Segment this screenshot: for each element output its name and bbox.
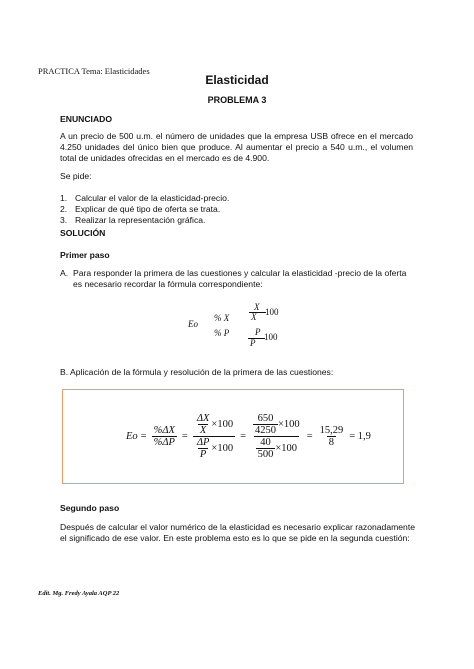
list-item [60, 215, 400, 226]
list-item [60, 204, 400, 215]
formula-pct-p: % P [214, 328, 230, 338]
part-a-text: Para responder la primera de las cuestiones y calcular la elasticidad -precio de la oferta es necesario recordar la fórmula correspondiente: [73, 268, 407, 289]
result-fraction [318, 425, 346, 448]
p-base: P [199, 448, 207, 460]
part-a-label: A. [60, 268, 69, 278]
times-hundred: ×100 [211, 418, 234, 430]
formula-lhs: Eo [188, 319, 198, 329]
pct-dp: %ΔP [153, 436, 175, 448]
list-item [60, 193, 400, 204]
problem-subtitle: PROBLEMA 3 [207, 95, 267, 105]
value-15-29: 15,29 [319, 424, 344, 436]
equals-sign: = [306, 430, 313, 442]
formula-x-num: X [254, 302, 260, 312]
pct-fraction [152, 425, 177, 448]
equals-sign: = [181, 430, 188, 442]
value-8: 8 [328, 436, 335, 448]
list-item-text: Explicar de qué tipo de oferta se trata. [75, 204, 221, 214]
part-a-paragraph [60, 268, 415, 290]
formula-x-den: X [251, 312, 257, 322]
elasticity-formula [180, 298, 300, 358]
delta-fraction [193, 413, 235, 460]
value-4250: 4250 [255, 424, 277, 436]
times-hundred: ×100 [211, 442, 234, 454]
formula-p-num: P [255, 327, 261, 337]
task-list [60, 193, 400, 226]
segundo-paso-heading: Segundo paso [60, 503, 120, 513]
list-item-number: 3. [60, 215, 68, 225]
footer-credit: Edit. Mg. Fredy Ayala AQP 22 [38, 590, 120, 597]
numeric-fraction [251, 413, 302, 460]
list-item-text: Calcular el valor de la elasticidad-precio. [75, 193, 230, 203]
list-item-number: 1. [60, 193, 68, 203]
times-hundred: ×100 [275, 442, 298, 454]
segundo-paso-text: Después de calcular el valor numérico de la elasticidad es necesario explicar razonadamente el significado de ese valor. En este problema esto es lo que se pide en la segunda cuestión: [60, 522, 415, 543]
list-item-text: Realizar la representación gráfica. [75, 215, 206, 225]
se-pide-label: Se pide: [60, 171, 92, 181]
delta-p: ΔP [196, 436, 210, 448]
formula-p-den: P [250, 338, 256, 348]
part-b-text: B. Aplicación de la fórmula y resolución de la primera de las cuestiones: [60, 367, 334, 377]
formula-hundred: 100 [265, 307, 279, 317]
page-title: Elasticidad [205, 73, 269, 87]
value-500: 500 [257, 448, 274, 460]
equals-sign: = [240, 430, 247, 442]
equals-sign: = [140, 430, 147, 442]
list-item-number: 2. [60, 204, 68, 214]
x-base: X [199, 424, 207, 436]
result-value: = 1,9 [349, 430, 371, 442]
formula-box [62, 389, 404, 484]
solucion-heading: SOLUCIÓN [60, 228, 106, 238]
elasticity-calculation [126, 390, 371, 482]
formula-hundred: 100 [264, 332, 278, 342]
practice-header: PRACTICA Tema: Elasticidades [38, 66, 150, 76]
calc-lhs: Eo [126, 430, 138, 442]
times-hundred: ×100 [278, 418, 300, 430]
pct-dx: %ΔX [153, 424, 175, 436]
value-40: 40 [260, 436, 271, 448]
formula-pct-x: % X [214, 313, 230, 323]
enunciado-text: A un precio de 500 u.m. el número de unidades que la empresa USB ofrece en el mercado 4.250 unidades del único bien que produce. Al aumentar el precio a 540 u.m., el volumen total de unidades ofrecidas en el mercado es de 4.900. [60, 131, 413, 163]
enunciado-heading: ENUNCIADO [60, 114, 113, 124]
primer-paso-heading: Primer paso [60, 250, 110, 260]
delta-x: ΔX [196, 412, 210, 424]
value-650: 650 [257, 412, 274, 424]
